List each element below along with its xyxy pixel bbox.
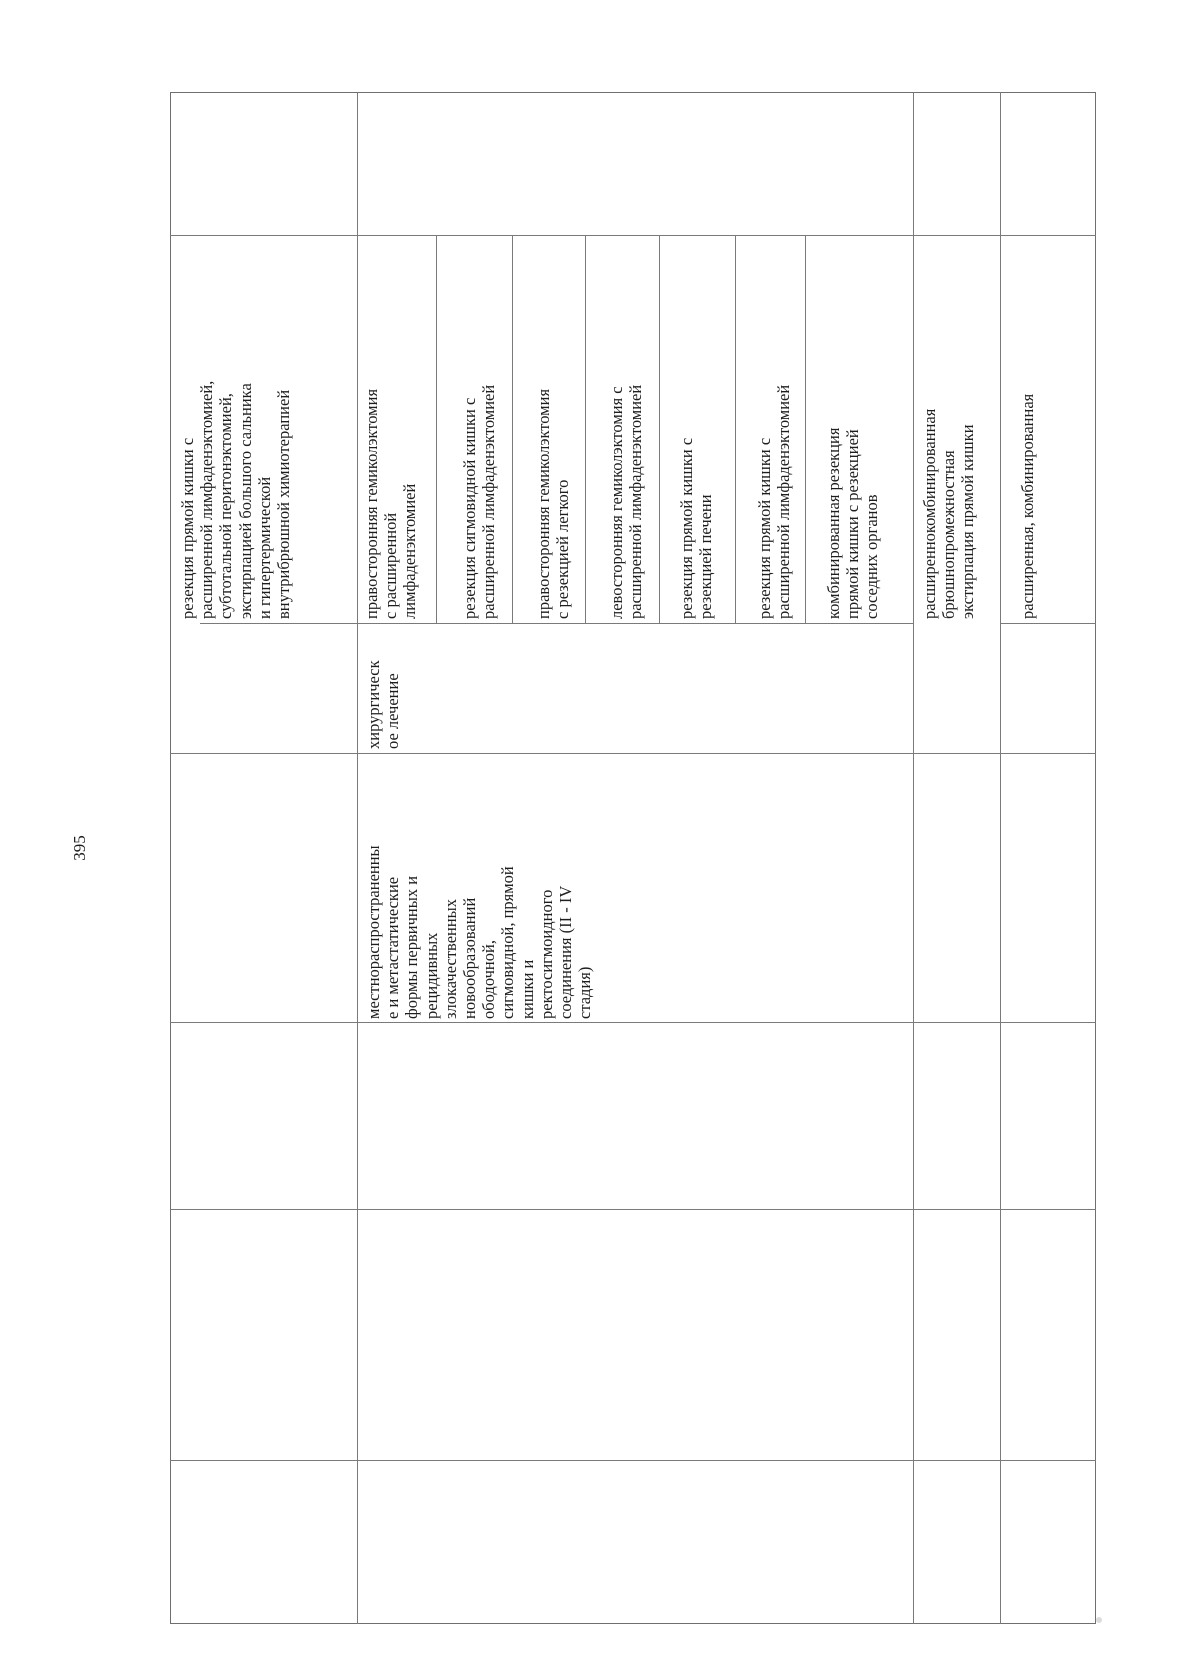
procedure-text: резекция сигмовидной кишки с расширенной лимфаденэктомией [460,384,499,619]
row-divider [585,235,586,623]
table-cell [920,239,996,619]
column-divider [200,623,913,624]
table-cell [677,239,731,619]
column-divider [170,1022,1096,1023]
column-divider [1000,623,1096,624]
row-divider [357,92,358,1624]
table-cell [460,239,508,619]
procedure-text: расширенная, комбинированная [1018,393,1037,619]
column-divider [170,1209,1096,1210]
row-divider [512,235,513,623]
page-number: 395 [70,835,89,861]
column-divider [170,753,1096,754]
table-cell [824,239,908,619]
row-divider [1000,92,1001,1624]
table-cell [607,239,655,619]
table-cell [534,239,582,619]
table-cell [755,239,803,619]
diagnosis-text: местнораспространенны е и метастатические формы первичных и рецидивных злокачественных новообразований ободочной, сигмовидной, прямой кишки и ректосигмоидного соединения (II - IV стадия) [364,845,595,1019]
procedure-text: расширеннокомбинированная брюшнопромежностная экстирпация прямой кишки [920,408,978,619]
procedure-text: резекция прямой кишки с резекцией печени [677,437,716,619]
row-divider [805,235,806,623]
scan-artifact-dot [1096,1617,1102,1623]
row-divider [735,235,736,623]
procedure-text: правосторонняя гемиколэктомия с резекцией легкого [534,388,573,619]
procedure-text: правосторонняя гемиколэктомия с расширенной лимфаденэктомией [362,388,420,619]
treatment-text: хирургическ ое лечение [364,660,403,749]
table-cell [1018,239,1094,619]
procedure-text: левосторонняя гемиколэктомия с расширенной лимфаденэктомией [607,384,646,619]
row-divider [436,235,437,623]
table-cell [364,757,604,1019]
column-divider [170,1460,1096,1461]
procedure-text: комбинированная резекция прямой кишки с резекцией соседних органов [824,427,882,619]
table-cell [362,239,432,619]
procedure-text: резекция прямой кишки с расширенной лимфаденэктомией [755,384,794,619]
row-divider [913,92,914,1624]
column-divider [170,235,1096,236]
procedure-text: резекция прямой кишки с расширенной лимфаденэктомией, субтотальной перитонэктомией, экстирпацией большого сальника и гипертермической внутрибрюшной химиотерапией [178,380,294,619]
row-divider [659,235,660,623]
table-cell [364,627,414,749]
table-cell [178,239,348,619]
